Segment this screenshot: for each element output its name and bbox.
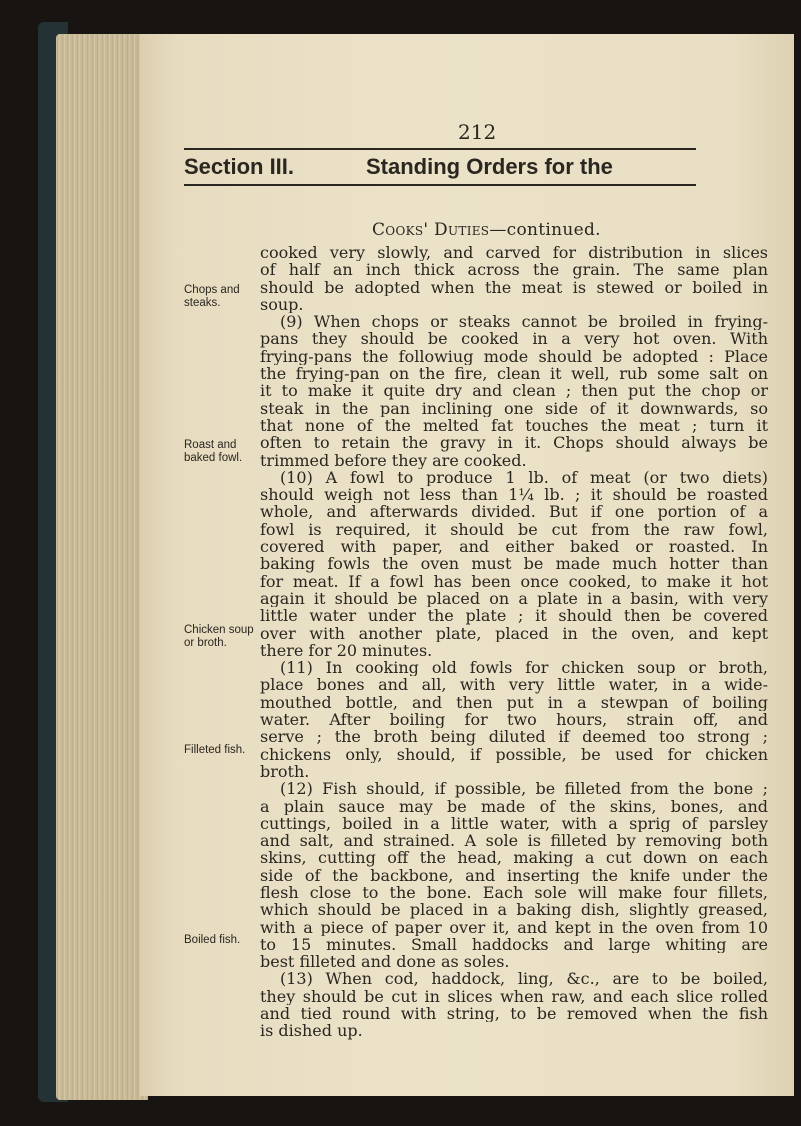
text-line: should be adopted when the meat is stewed or boiled in [260,278,768,296]
text-line: little water under the plate ; it should then be covered [260,607,768,625]
header-bottom-rule [184,184,696,186]
text-line: baking fowls the oven must be made much hotter than [260,555,768,573]
text-line: and salt, and strained. A sole is filleted by removing both [260,832,768,850]
subheading-title: Cooks' Duties [372,220,490,240]
text-line: chickens only, should, if possible, be used for chicken [260,745,768,763]
text-line: they should be cut in slices when raw, and each slice rolled [260,987,768,1006]
margin-note-boiled-fish: Boiled fish. [184,934,241,946]
page-stack-edges [56,34,148,1100]
text-line: soup. [260,295,304,314]
text-line: skins, cutting off the head, making a cut down on each [260,849,768,867]
text-line: serve ; the broth being diluted if deemed too strong ; [260,728,768,746]
text-line: it to make it quite dry and clean ; then put the chop or [260,382,768,400]
page-number: 212 [458,120,497,144]
text-line: that none of the melted fat touches the meat ; turn it [260,416,768,435]
text-line: (11) In cooking old fowls for chicken soup or broth, [280,659,768,677]
text-line: for meat. If a fowl has been once cooked, to make it hot [260,572,768,590]
margin-note-fowl: Roast and baked fowl. [184,439,243,464]
text-line: flesh close to the bone. Each sole will make four fillets, [260,883,768,902]
text-line: which should be placed in a baking dish, slightly greased, [260,901,768,919]
text-line: to 15 minutes. Small haddocks and large whiting are [260,935,768,954]
section-label: Section III. [184,154,295,179]
text-line: (12) Fish should, if possible, be filleted from the bone ; [280,780,768,798]
text-line: with a piece of paper over it, and kept in the oven from 10 [260,918,768,936]
header-top-rule [184,148,696,150]
text-line: covered with paper, and either baked or roasted. In [260,538,768,556]
text-line: a plain sauce may be made of the skins, bones, and [260,797,768,815]
text-line: whole, and afterwards divided. But if one portion of a [260,503,768,521]
text-line: is dished up. [260,1022,363,1040]
margin-note-chops: Chops and steaks. [184,284,240,309]
running-title: Standing Orders for the [366,154,613,179]
text-line: and tied round with string, to be removed when the fish [260,1005,768,1023]
text-line: (10) A fowl to produce 1 lb. of meat (or two diets) [280,468,768,487]
text-line: best filleted and done as soles. [260,953,510,971]
subheading-continued: —continued. [489,220,601,240]
text-line: should weigh not less than 1¼ lb. ; it should be roasted [260,486,768,504]
text-line: broth. [260,762,310,781]
text-line: side of the backbone, and inserting the knife under the [260,866,768,884]
text-line: mouthed bottle, and then put in a stewpan of boiling [260,693,768,712]
text-line: there for 20 minutes. [260,641,433,660]
text-line: (9) When chops or steaks cannot be broiled in frying- [280,313,768,331]
text-line: cuttings, boiled in a little water, with a sprig of parsley [260,814,768,833]
text-line: again it should be placed on a plate in a basin, with very [260,589,768,608]
book-page [140,34,794,1096]
text-line: cooked very slowly, and carved for distribution in slices [260,244,768,262]
text-line: the frying-pan on the fire, clean it well, rub some salt on [260,365,768,383]
text-line: (13) When cod, haddock, ling, &c., are to be boiled, [280,970,768,988]
text-line: over with another plate, placed in the oven, and kept [260,624,768,642]
margin-note-filleted-fish: Filleted fish. [184,744,246,756]
text-line: of half an inch thick across the grain. The same plan [260,261,768,279]
body-text [260,244,768,1040]
text-line: pans they should be cooked in a very hot oven. With [260,330,768,348]
text-line: steak in the pan inclining one side of it downwards, so [260,399,768,417]
section-subheading [372,220,601,240]
text-line: trimmed before they are cooked. [260,451,527,469]
margin-note-chicken-soup: Chicken soup or broth. [184,624,254,649]
text-line: water. After boiling for two hours, strain off, and [260,711,768,729]
text-line: place bones and all, with very little water, in a wide- [260,676,768,694]
text-line: fowl is required, it should be cut from the raw fowl, [260,520,768,539]
text-line: frying-pans the followiug mode should be adopted : Place [260,347,768,366]
text-line: often to retain the gravy in it. Chops should always be [260,434,768,452]
